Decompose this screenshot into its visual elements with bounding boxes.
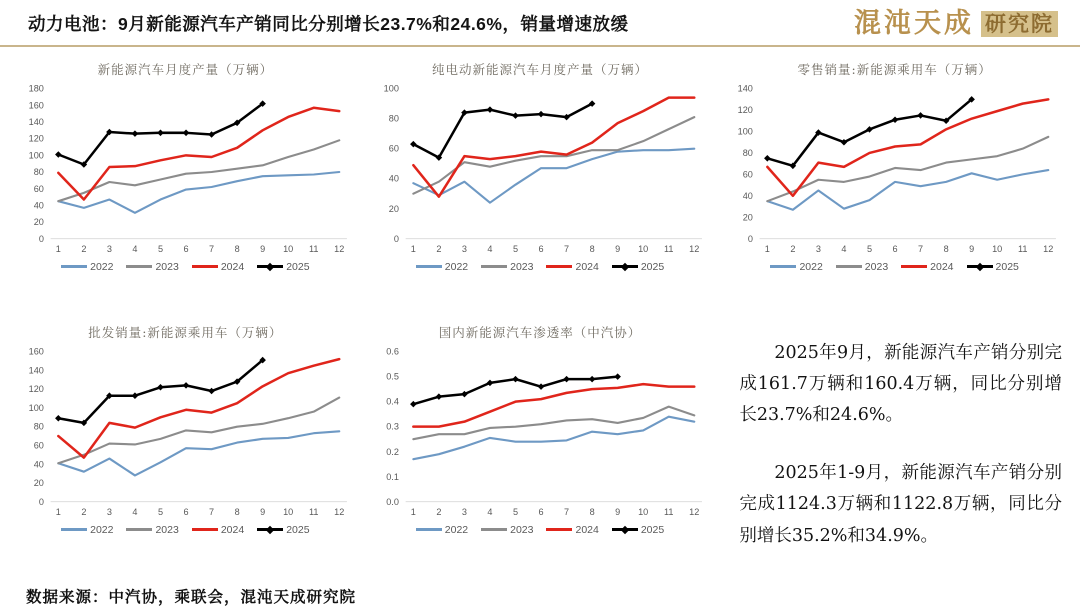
footer bbox=[0, 579, 1080, 608]
note-paragraph-2: 2025年1-9月，新能源汽车产销分别完成1124.3万辆和1122.8万辆，同比分别增长35.2%和34.9%。 bbox=[739, 463, 1062, 546]
svg-text:2: 2 bbox=[790, 244, 796, 255]
svg-text:0.4: 0.4 bbox=[385, 396, 399, 407]
legend-diamond-marker bbox=[621, 262, 629, 270]
svg-text:8: 8 bbox=[589, 244, 595, 255]
svg-text:160: 160 bbox=[28, 346, 44, 357]
svg-text:12: 12 bbox=[334, 507, 345, 518]
legend-label: 2022 bbox=[444, 260, 469, 273]
svg-text:5: 5 bbox=[512, 507, 518, 518]
svg-text:9: 9 bbox=[614, 244, 620, 255]
svg-text:100: 100 bbox=[383, 83, 399, 94]
svg-text:11: 11 bbox=[663, 507, 674, 518]
chart-title: 纯电动新能源汽车月度产量（万辆） bbox=[431, 62, 648, 77]
svg-text:8: 8 bbox=[234, 507, 240, 518]
svg-text:0: 0 bbox=[393, 233, 399, 244]
chart-plot bbox=[16, 79, 355, 264]
svg-text:0.1: 0.1 bbox=[385, 471, 399, 482]
svg-text:140: 140 bbox=[28, 117, 44, 128]
note-paragraph-1: 2025年9月，新能源汽车产销分别完成161.7万辆和160.4万辆，同比分别增长23.7%和24.6%。 bbox=[739, 342, 1062, 426]
legend-label: 2023 bbox=[155, 523, 179, 536]
chart-legend bbox=[16, 261, 355, 273]
chart-canvas bbox=[371, 342, 710, 527]
svg-text:60: 60 bbox=[743, 169, 754, 180]
svg-text:10: 10 bbox=[283, 244, 294, 255]
legend-swatch bbox=[612, 265, 638, 268]
svg-text:2: 2 bbox=[435, 244, 442, 255]
svg-text:10: 10 bbox=[637, 244, 648, 255]
svg-text:8: 8 bbox=[943, 244, 949, 255]
svg-text:11: 11 bbox=[308, 507, 319, 518]
brand-logo bbox=[854, 10, 1058, 37]
legend-label: 2024 bbox=[220, 523, 245, 536]
legend-item-2022 bbox=[770, 261, 822, 273]
legend-swatch bbox=[546, 265, 572, 268]
svg-text:1: 1 bbox=[410, 244, 416, 255]
svg-text:8: 8 bbox=[234, 244, 240, 255]
svg-text:40: 40 bbox=[33, 459, 44, 470]
svg-text:7: 7 bbox=[209, 244, 215, 255]
chart-title: 零售销量:新能源乘用车（万辆） bbox=[797, 62, 992, 77]
svg-text:1: 1 bbox=[765, 244, 771, 255]
legend-swatch bbox=[416, 265, 442, 268]
legend-label: 2024 bbox=[575, 260, 599, 273]
chart-plot bbox=[371, 79, 710, 264]
legend-swatch bbox=[257, 528, 283, 531]
chart-canvas bbox=[16, 79, 355, 264]
chart-legend bbox=[725, 261, 1064, 273]
svg-text:20: 20 bbox=[33, 217, 44, 228]
svg-text:10: 10 bbox=[283, 507, 294, 518]
legend-label: 2024 bbox=[930, 260, 954, 273]
chart-legend bbox=[371, 261, 710, 273]
summary-note bbox=[725, 316, 1064, 579]
svg-text:100: 100 bbox=[28, 402, 44, 413]
legend-item-2025 bbox=[257, 261, 309, 273]
svg-text:4: 4 bbox=[487, 244, 493, 255]
chart-plot bbox=[16, 342, 355, 527]
svg-text:20: 20 bbox=[388, 203, 399, 214]
legend-label: 2023 bbox=[510, 260, 534, 273]
legend-swatch bbox=[61, 528, 87, 531]
legend-swatch bbox=[61, 265, 87, 268]
legend-item-2024 bbox=[546, 524, 598, 536]
legend-item-2024 bbox=[901, 261, 953, 273]
svg-text:6: 6 bbox=[538, 507, 544, 518]
svg-text:20: 20 bbox=[33, 477, 44, 488]
svg-text:40: 40 bbox=[388, 173, 399, 184]
svg-text:100: 100 bbox=[28, 150, 44, 161]
svg-text:40: 40 bbox=[33, 200, 44, 211]
legend-label: 2024 bbox=[575, 523, 599, 536]
svg-text:3: 3 bbox=[816, 244, 822, 255]
svg-text:160: 160 bbox=[28, 100, 44, 111]
svg-text:120: 120 bbox=[28, 384, 44, 395]
svg-text:60: 60 bbox=[388, 143, 399, 154]
chart-plot bbox=[371, 342, 710, 527]
svg-text:2: 2 bbox=[435, 507, 442, 518]
legend-label: 2025 bbox=[286, 260, 310, 273]
svg-text:120: 120 bbox=[28, 133, 44, 144]
svg-text:5: 5 bbox=[157, 244, 164, 255]
chart-wholesale-sales bbox=[16, 316, 355, 579]
svg-text:0.5: 0.5 bbox=[385, 371, 399, 382]
legend-item-2025 bbox=[967, 261, 1019, 273]
svg-text:9: 9 bbox=[614, 507, 620, 518]
svg-text:8: 8 bbox=[589, 507, 595, 518]
svg-text:0: 0 bbox=[38, 233, 44, 244]
chart-nev-monthly-production bbox=[16, 53, 355, 316]
svg-text:7: 7 bbox=[209, 507, 215, 518]
chart-legend bbox=[16, 524, 355, 536]
legend-swatch bbox=[126, 528, 152, 531]
chart-canvas bbox=[16, 342, 355, 527]
legend-label: 2022 bbox=[90, 260, 114, 273]
legend-swatch bbox=[612, 528, 638, 531]
svg-text:140: 140 bbox=[737, 83, 754, 94]
svg-text:11: 11 bbox=[1018, 244, 1028, 255]
legend-label: 2023 bbox=[510, 523, 534, 536]
legend-item-2024 bbox=[192, 261, 244, 273]
legend-label: 2022 bbox=[90, 523, 114, 536]
legend-item-2023 bbox=[836, 261, 888, 273]
legend-swatch bbox=[967, 265, 993, 268]
legend-label: 2024 bbox=[220, 260, 245, 273]
svg-text:3: 3 bbox=[106, 244, 112, 255]
chart-title: 国内新能源汽车渗透率（中汽协） bbox=[438, 324, 642, 340]
svg-text:100: 100 bbox=[737, 126, 754, 137]
legend-swatch bbox=[126, 265, 152, 268]
legend-item-2025 bbox=[612, 261, 664, 273]
legend-label: 2025 bbox=[286, 523, 310, 536]
legend-swatch bbox=[192, 528, 218, 531]
svg-text:9: 9 bbox=[260, 244, 266, 255]
chart-plot bbox=[725, 79, 1064, 264]
svg-text:4: 4 bbox=[487, 507, 493, 518]
legend-swatch bbox=[416, 528, 442, 531]
svg-text:4: 4 bbox=[132, 244, 138, 255]
page-title: 动力电池：9月新能源汽车产销同比分别增长23.7%和24.6%，销量增速放缓 bbox=[28, 14, 629, 34]
svg-text:0.2: 0.2 bbox=[385, 446, 399, 457]
legend-label: 2022 bbox=[799, 260, 823, 273]
data-source: 数据来源：中汽协，乘联会，混沌天成研究院 bbox=[26, 588, 357, 606]
svg-text:3: 3 bbox=[461, 244, 467, 255]
svg-text:0: 0 bbox=[38, 496, 44, 507]
svg-text:1: 1 bbox=[55, 244, 61, 255]
legend-item-2023 bbox=[126, 261, 178, 273]
svg-text:2: 2 bbox=[81, 507, 87, 518]
chart-nev-penetration-rate bbox=[371, 316, 710, 579]
svg-text:6: 6 bbox=[892, 244, 898, 255]
brand-logo-suffix: 研究院 bbox=[981, 11, 1058, 37]
svg-text:0.3: 0.3 bbox=[385, 421, 399, 432]
legend-item-2022 bbox=[61, 261, 113, 273]
legend-item-2024 bbox=[192, 524, 244, 536]
svg-text:10: 10 bbox=[992, 244, 1003, 255]
legend-swatch bbox=[901, 265, 927, 268]
legend-item-2022 bbox=[416, 524, 468, 536]
svg-text:20: 20 bbox=[743, 212, 754, 223]
chart-title: 新能源汽车月度产量（万辆） bbox=[97, 62, 274, 77]
svg-text:9: 9 bbox=[260, 507, 266, 518]
svg-text:80: 80 bbox=[33, 167, 44, 178]
svg-text:80: 80 bbox=[33, 421, 44, 432]
svg-text:6: 6 bbox=[538, 244, 544, 255]
svg-text:4: 4 bbox=[841, 244, 847, 255]
legend-swatch bbox=[546, 528, 572, 531]
svg-text:80: 80 bbox=[743, 148, 754, 159]
svg-text:5: 5 bbox=[157, 507, 164, 518]
legend-label: 2022 bbox=[444, 523, 469, 536]
header bbox=[0, 0, 1080, 47]
legend-swatch bbox=[770, 265, 796, 268]
svg-text:80: 80 bbox=[388, 113, 399, 124]
legend-diamond-marker bbox=[266, 262, 274, 270]
svg-text:60: 60 bbox=[33, 440, 44, 451]
svg-text:12: 12 bbox=[1043, 244, 1054, 255]
chart-canvas bbox=[371, 79, 710, 264]
legend-item-2023 bbox=[481, 524, 533, 536]
svg-text:3: 3 bbox=[106, 507, 112, 518]
svg-text:11: 11 bbox=[308, 244, 319, 255]
legend-label: 2023 bbox=[864, 260, 889, 273]
svg-text:7: 7 bbox=[563, 507, 569, 518]
svg-text:9: 9 bbox=[969, 244, 975, 255]
svg-text:2: 2 bbox=[81, 244, 87, 255]
svg-text:12: 12 bbox=[334, 244, 345, 255]
svg-text:12: 12 bbox=[688, 244, 700, 255]
svg-text:1: 1 bbox=[55, 507, 61, 518]
legend-item-2023 bbox=[126, 524, 178, 536]
chart-retail-sales bbox=[725, 53, 1064, 316]
legend-swatch bbox=[836, 265, 862, 268]
svg-text:4: 4 bbox=[132, 507, 138, 518]
svg-text:60: 60 bbox=[33, 183, 44, 194]
svg-text:7: 7 bbox=[918, 244, 924, 255]
svg-text:120: 120 bbox=[737, 105, 754, 116]
legend-swatch bbox=[257, 265, 283, 268]
legend-diamond-marker bbox=[621, 525, 629, 533]
svg-text:5: 5 bbox=[867, 244, 873, 255]
legend-swatch bbox=[192, 265, 218, 268]
svg-text:0.6: 0.6 bbox=[385, 346, 399, 357]
legend-item-2022 bbox=[416, 261, 468, 273]
chart-title: 批发销量:新能源乘用车（万辆） bbox=[88, 324, 283, 340]
legend-diamond-marker bbox=[975, 262, 983, 270]
brand-logo-text: 混沌天成 bbox=[854, 8, 974, 39]
svg-text:6: 6 bbox=[183, 244, 189, 255]
svg-text:7: 7 bbox=[563, 244, 569, 255]
legend-swatch bbox=[481, 528, 507, 531]
legend-label: 2025 bbox=[995, 260, 1019, 273]
svg-text:11: 11 bbox=[663, 244, 674, 255]
svg-text:10: 10 bbox=[637, 507, 648, 518]
legend-item-2023 bbox=[481, 261, 533, 273]
legend-item-2024 bbox=[546, 261, 598, 273]
svg-text:3: 3 bbox=[461, 507, 467, 518]
legend-item-2025 bbox=[257, 524, 309, 536]
legend-label: 2025 bbox=[640, 523, 665, 536]
svg-text:40: 40 bbox=[743, 190, 754, 201]
svg-text:140: 140 bbox=[28, 365, 44, 376]
legend-item-2022 bbox=[61, 524, 113, 536]
svg-text:1: 1 bbox=[410, 507, 416, 518]
charts-grid bbox=[0, 47, 1080, 579]
svg-text:0.0: 0.0 bbox=[385, 496, 399, 507]
legend-label: 2023 bbox=[155, 260, 179, 273]
legend-item-2025 bbox=[612, 524, 664, 536]
chart-canvas bbox=[725, 79, 1064, 264]
chart-legend bbox=[371, 524, 710, 536]
svg-text:180: 180 bbox=[28, 83, 44, 94]
svg-text:0: 0 bbox=[748, 233, 754, 244]
legend-diamond-marker bbox=[266, 525, 274, 533]
svg-text:5: 5 bbox=[512, 244, 518, 255]
legend-label: 2025 bbox=[640, 260, 665, 273]
chart-bev-monthly-production bbox=[371, 53, 710, 316]
svg-text:12: 12 bbox=[688, 507, 700, 518]
svg-text:6: 6 bbox=[183, 507, 189, 518]
legend-swatch bbox=[481, 265, 507, 268]
